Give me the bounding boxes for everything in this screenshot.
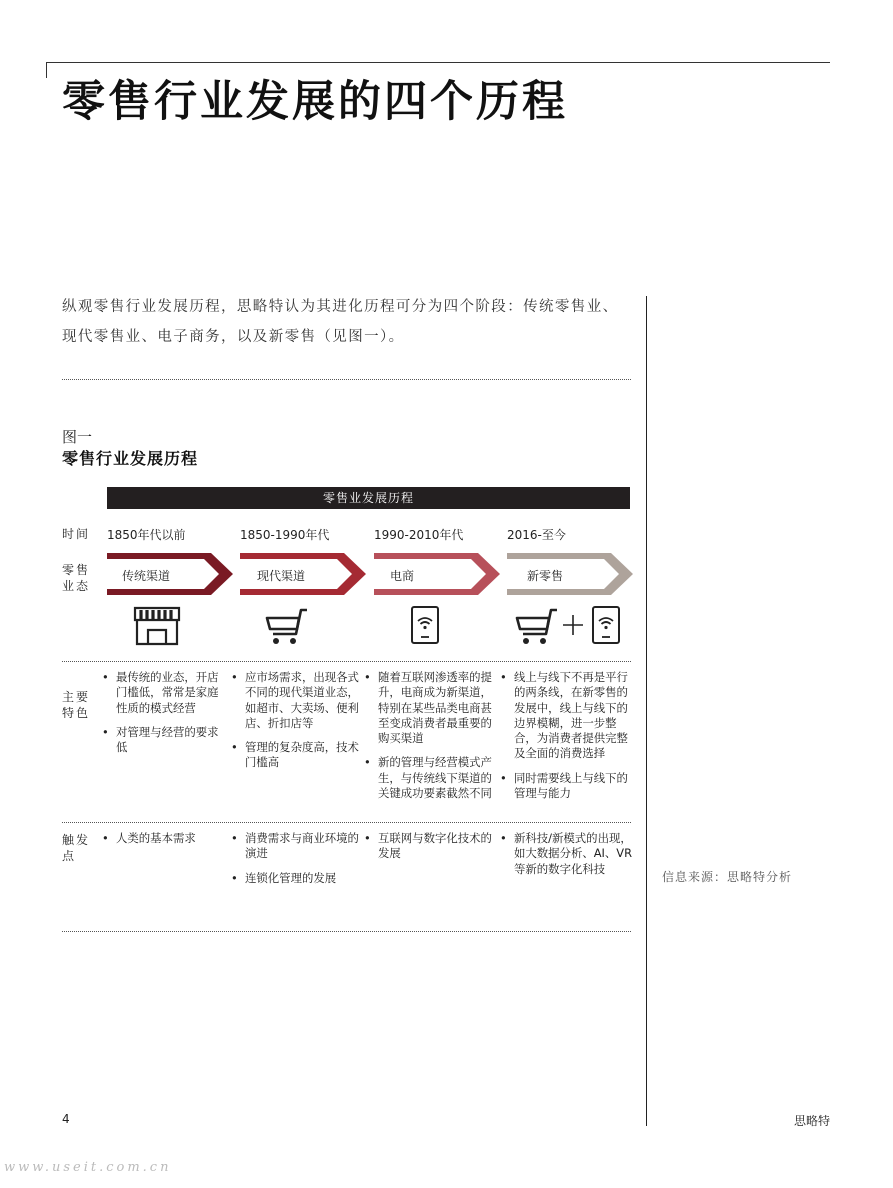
list-item: • 随着互联网渗透率的提升，电商成为新渠道，特别在某些品类电商甚至变成消费者最重要的购买渠道 — [364, 670, 492, 746]
stage-arrow-shape — [507, 553, 633, 595]
intro-paragraph: 纵观零售行业发展历程，思略特认为其进化历程可分为四个阶段：传统零售业、现代零售业、电子商务，以及新零售（见图一）。 — [62, 299, 619, 345]
row-label-time: 时间 — [62, 527, 91, 541]
brand-name: 思略特 — [794, 1114, 831, 1128]
triggers-list-3 — [364, 831, 492, 871]
figure-banner: 零售业发展历程 — [107, 487, 630, 509]
divider-dotted — [62, 931, 631, 932]
row-label-features: 主要 特色 — [62, 690, 91, 720]
tablet-wifi-icon — [591, 605, 621, 645]
row-label-triggers: 触发 点 — [62, 833, 91, 863]
plus-icon — [562, 614, 584, 636]
divider-dotted — [62, 379, 631, 380]
triggers-list-1 — [102, 831, 226, 855]
list-item: • 最传统的业态，开店门槛低，常常是家庭性质的模式经营 — [102, 670, 226, 716]
row-label-format: 零售 业态 — [62, 563, 91, 593]
list-item: • 新的管理与经营模式产生，与传统线下渠道的关键成功要素截然不同 — [364, 755, 492, 801]
list-item: • 同时需要线上与线下的管理与能力 — [500, 771, 632, 802]
top-rule-tick — [46, 62, 47, 78]
storefront-icon — [133, 606, 181, 646]
list-item: • 新科技/新模式的出现，如大数据分析、AI、VR等新的数字化科技 — [500, 831, 632, 877]
list-item: • 互联网与数字化技术的发展 — [364, 831, 492, 862]
figure-label: 图一 — [62, 428, 93, 446]
features-list-1 — [102, 670, 226, 764]
list-item: • 管理的复杂度高，技术门槛高 — [231, 740, 361, 771]
divider-dotted — [62, 822, 631, 823]
list-item: • 连锁化管理的发展 — [231, 871, 361, 886]
triggers-list-4 — [500, 831, 632, 886]
features-list-3 — [364, 670, 492, 810]
list-item: • 对管理与经营的要求低 — [102, 725, 226, 756]
era-1: 1850年代以前 — [107, 528, 186, 542]
stage-arrow-4 — [507, 553, 633, 599]
stage-name-3: 电商 — [390, 569, 415, 583]
figure-title: 零售行业发展历程 — [62, 449, 199, 468]
tablet-wifi-icon — [410, 605, 440, 645]
list-item: • 应市场需求，出现各式不同的现代渠道业态，如超市、大卖场、便利店、折扣店等 — [231, 670, 361, 731]
features-list-4 — [500, 670, 632, 810]
triggers-list-2 — [231, 831, 361, 895]
list-item: • 线上与线下不再是平行的两条线，在新零售的发展中，线上与线下的边界模糊，进一步整合，为消费者提供完整及全面的消费选择 — [500, 670, 632, 762]
era-4: 2016-至今 — [507, 528, 566, 542]
source-note: 信息来源：思略特分析 — [662, 870, 793, 884]
features-list-2 — [231, 670, 361, 780]
top-rule — [46, 62, 830, 63]
shopping-cart-icon — [265, 608, 309, 646]
stage-name-1: 传统渠道 — [122, 569, 171, 583]
era-2: 1850-1990年代 — [240, 528, 330, 542]
watermark: www.useit.com.cn — [4, 1160, 172, 1175]
stage-name-4: 新零售 — [527, 569, 564, 583]
divider-dotted — [62, 661, 631, 662]
sidebar-divider — [646, 296, 647, 1126]
shopping-cart-icon — [515, 608, 559, 646]
era-3: 1990-2010年代 — [374, 528, 464, 542]
page-number: 4 — [62, 1112, 70, 1126]
page-title: 零售行业发展的四个历程 — [62, 77, 568, 127]
stage-name-2: 现代渠道 — [257, 569, 306, 583]
list-item: • 消费需求与商业环境的演进 — [231, 831, 361, 862]
list-item: • 人类的基本需求 — [102, 831, 226, 846]
